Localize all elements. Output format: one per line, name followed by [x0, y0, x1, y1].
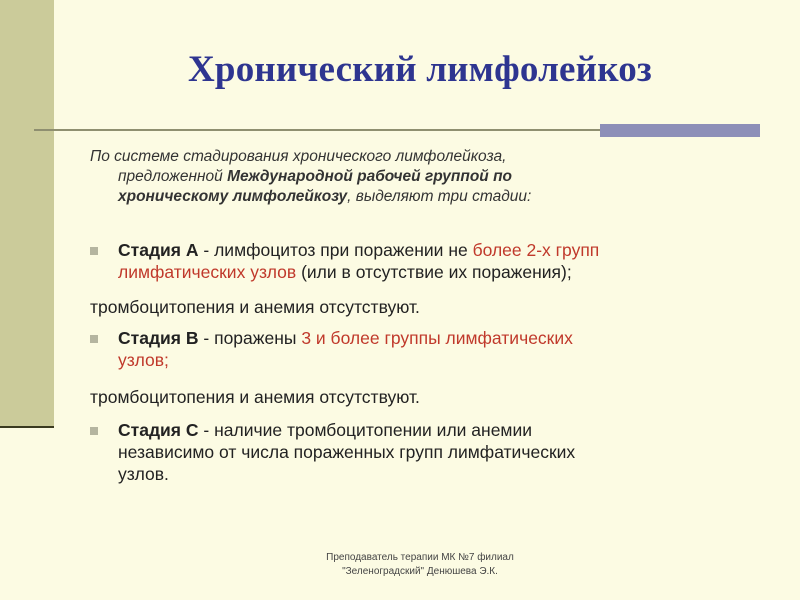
- stage-a-highlight-2: лимфатических узлов: [118, 262, 297, 282]
- stage-a-text: лимфоцитоз при поражении не: [214, 240, 473, 260]
- intro-paragraph: [90, 147, 690, 207]
- stage-a-text-2: (или в отсутствие их поражения);: [296, 262, 572, 282]
- stage-b-dash: -: [198, 328, 215, 348]
- bullet-icon: [90, 427, 98, 435]
- intro-line-2-bold: Международной рабочей группой по: [227, 168, 513, 185]
- stage-a-highlight: более 2-х групп: [472, 240, 600, 260]
- stage-a-line-2: [118, 261, 750, 283]
- bullet-icon: [90, 247, 98, 255]
- stage-c-line-2: независимо от числа пораженных групп лимфатических: [118, 442, 576, 462]
- bullet-icon: [90, 335, 98, 343]
- stage-b-line-2: [118, 349, 750, 371]
- stage-b-highlight: 3 и более группы лимфатических: [301, 328, 573, 348]
- stage-c-item: [90, 419, 750, 485]
- intro-line-3: [90, 187, 690, 207]
- stage-b-note: тромбоцитопения и анемия отсутствуют.: [90, 387, 420, 407]
- stage-c-label: Стадия С: [118, 420, 199, 440]
- title-divider-block: [600, 124, 760, 137]
- title-divider-line: [34, 129, 600, 131]
- stage-b-highlight-2: узлов;: [118, 350, 169, 370]
- stage-b-line-1: [118, 327, 750, 349]
- slide-title: Хронический лимфолейкоз: [188, 49, 652, 90]
- stage-b-item: [90, 327, 750, 371]
- intro-line-2: [90, 167, 690, 187]
- footer-line-1: Преподаватель терапии МК №7 филиал: [326, 552, 514, 563]
- intro-line-3-bold: хроническому лимфолейкозу: [118, 188, 348, 205]
- stage-a-label: Стадия А: [118, 240, 199, 260]
- side-decoration-bar: [0, 0, 54, 428]
- footer-line-2: "Зеленоградский" Денюшева Э.К.: [342, 566, 498, 577]
- intro-line-3-text: , выделяют три стадии:: [347, 188, 532, 205]
- stage-a-line-1: [118, 239, 750, 261]
- stage-a-note: тромбоцитопения и анемия отсутствуют.: [90, 297, 420, 317]
- stage-b-text: поражены: [214, 328, 302, 348]
- stage-c-line-1: [118, 419, 750, 441]
- intro-line-2-text: предложенной: [118, 168, 228, 185]
- stage-a-dash: -: [198, 240, 215, 260]
- stage-b-label: Стадия В: [118, 328, 199, 348]
- stage-c-line-3: узлов.: [118, 464, 169, 484]
- stage-a-item: [90, 239, 750, 283]
- intro-line-1: По системе стадирования хронического лимфолейкоза,: [90, 148, 507, 165]
- stage-c-dash: -: [198, 420, 215, 440]
- slide-footer: [300, 551, 540, 579]
- stage-c-text: наличие тромбоцитопении или анемии: [214, 420, 533, 440]
